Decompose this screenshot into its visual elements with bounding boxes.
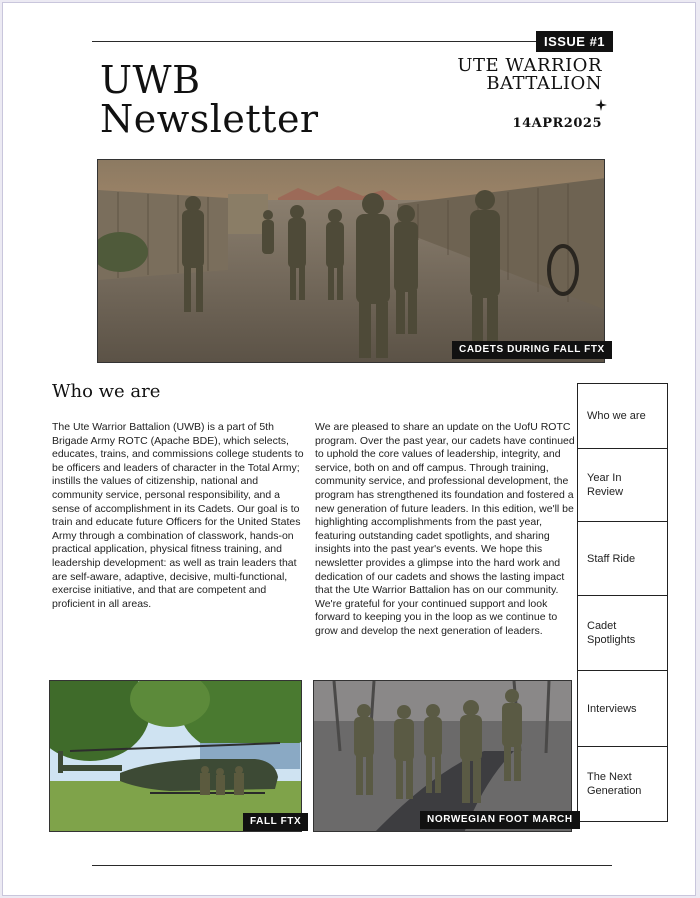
fall-ftx-photo-image — [50, 681, 302, 832]
toc-item-interviews[interactable]: Interviews — [577, 670, 668, 746]
issue-badge: ISSUE #1 — [536, 31, 613, 52]
foot-march-caption: NORWEGIAN FOOT MARCH — [420, 811, 580, 829]
toc-item-staff-ride[interactable]: Staff Ride — [577, 521, 668, 595]
fall-ftx-photo — [49, 680, 302, 832]
hero-photo-image — [98, 160, 605, 363]
issue-date: 14APR2025 — [512, 116, 602, 131]
bottom-rule — [92, 865, 612, 866]
toc-item-cadet-spotlights[interactable]: Cadet Spotlights — [577, 595, 668, 670]
title-line-1: UWB — [100, 58, 201, 102]
hero-caption: CADETS DURING FALL FTX — [452, 341, 612, 359]
title-line-2: Newsletter — [100, 97, 319, 141]
top-rule — [92, 41, 612, 42]
newsletter-title — [100, 58, 319, 141]
table-of-contents — [577, 383, 668, 822]
battalion-name-line-2: BATTALION — [486, 73, 602, 94]
fall-ftx-caption: FALL FTX — [243, 813, 308, 831]
toc-item-who-we-are[interactable]: Who we are — [577, 383, 668, 448]
toc-item-the-next-generation[interactable]: The Next Generation — [577, 746, 668, 822]
section-heading: Who we are — [52, 381, 161, 402]
foot-march-photo — [313, 680, 572, 832]
hero-photo — [97, 159, 605, 363]
battalion-name-line-1: UTE WARRIOR — [457, 55, 602, 76]
about-paragraph: The Ute Warrior Battalion (UWB) is a part of 5th Brigade Army ROTC (Apache BDE), which selects, educates, trains, and commissions college students to be officers and leaders of character in the Total Army; instills the values of citizenship, national and community service, personal responsibility, and a sense of accomplishment in its Cadets. Our goal is to train and educate future Officers for the United States Army through a combination of classwork, hands-on practical application, physical fitness training, and leadership development: as well as train leaders that are self-aware, adaptive, decisive, multi-functional, exercise initiative, and that are competent and proficient in all areas. — [52, 421, 304, 610]
battalion-name — [457, 57, 602, 93]
toc-item-year-in-review[interactable]: Year In Review — [577, 448, 668, 521]
update-paragraph: We are pleased to share an update on the UofU ROTC program. Over the past year, our cadets have continued to uphold the core values of leadership, integrity, and service, both on and off campus. Through training, community service, and professional development, the program has strengthened its foundation and fostered a new generation of future leaders. In this edition, we'll be highlighting accomplishments from the past year, featuring outstanding cadet spotlights, and sharing insights into the past year's events. We hope this newsletter provides a glimpse into the hard work and dedication of our cadets and shows the lasting impact that the Ute Warrior Battalion has on our community. We're grateful for your continued support and look forward to keeping you in the loop as we continue to grow and develop the next generation of leaders. — [315, 421, 575, 637]
sparkle-icon — [595, 99, 607, 111]
newsletter-page — [2, 2, 696, 896]
foot-march-photo-image — [314, 681, 572, 832]
